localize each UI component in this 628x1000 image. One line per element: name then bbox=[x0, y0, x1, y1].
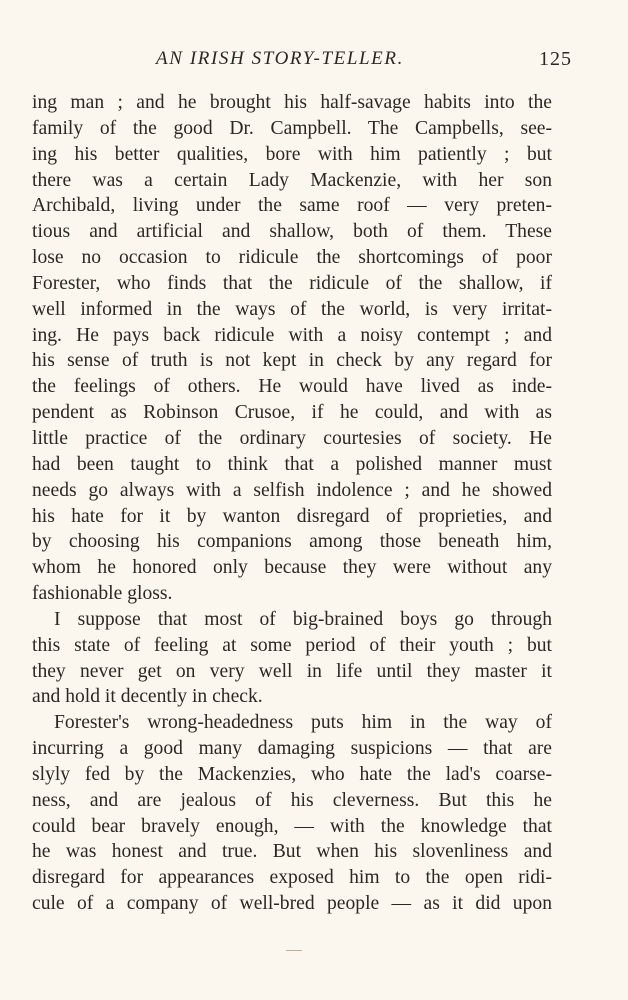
text-line: Forester's wrong-headedness puts him in the way of bbox=[54, 712, 552, 734]
text-line: they never get on very well in life until they master it bbox=[32, 660, 552, 682]
text-line: and hold it decently in check. bbox=[32, 686, 263, 708]
text-line: fashionable gloss. bbox=[32, 583, 173, 605]
text-line: by choosing his companions among those beneath him, bbox=[32, 531, 552, 553]
text-line: lose no occasion to ridicule the shortcomings of poor bbox=[32, 247, 552, 269]
page-number: 125 bbox=[539, 48, 572, 70]
text-line: ing man ; and he brought his half-savage habits into the bbox=[32, 92, 552, 113]
text-line: could bear bravely enough, — with the knowledge that bbox=[32, 815, 552, 837]
text-line: little practice of the ordinary courtesies of society. He bbox=[32, 427, 552, 449]
text-line: pendent as Robinson Crusoe, if he could, and with as bbox=[32, 402, 552, 424]
running-head bbox=[0, 48, 628, 76]
text-line: he was honest and true. But when his slovenliness and bbox=[32, 841, 552, 863]
text-line: disregard for appearances exposed him to the open ridi- bbox=[32, 867, 552, 889]
text-line: this state of feeling at some period of their youth ; but bbox=[32, 634, 552, 656]
running-title: AN IRISH STORY-TELLER. bbox=[156, 48, 404, 69]
text-line: his sense of truth is not kept in check by any regard for bbox=[32, 350, 552, 372]
text-line: tious and artificial and shallow, both of them. These bbox=[32, 221, 552, 243]
text-line: there was a certain Lady Mackenzie, with her son bbox=[32, 169, 552, 191]
text-line: his hate for it by wanton disregard of proprieties, and bbox=[32, 505, 552, 527]
footer-rule bbox=[286, 950, 302, 951]
text-line: I suppose that most of big-brained boys go through bbox=[54, 608, 552, 630]
text-line: slyly fed by the Mackenzies, who hate the lad's coarse- bbox=[32, 763, 552, 785]
text-line: well informed in the ways of the world, is very irritat- bbox=[32, 298, 552, 320]
text-line: Archibald, living under the same roof — very preten- bbox=[32, 195, 552, 217]
body-text bbox=[32, 90, 552, 917]
text-line: ing his better qualities, bore with him patiently ; but bbox=[32, 143, 552, 165]
text-line: family of the good Dr. Campbell. The Campbells, see- bbox=[32, 117, 552, 139]
text-line: had been taught to think that a polished manner must bbox=[32, 453, 552, 475]
text-line: ness, and are jealous of his cleverness. But this he bbox=[32, 789, 552, 811]
text-line: whom he honored only because they were without any bbox=[32, 557, 552, 579]
text-line: needs go always with a selfish indolence ; and he showed bbox=[32, 479, 552, 501]
text-line: ing. He pays back ridicule with a noisy contempt ; and bbox=[32, 324, 552, 346]
text-line: incurring a good many damaging suspicions — that are bbox=[32, 738, 552, 760]
text-line: the feelings of others. He would have lived as inde- bbox=[32, 376, 552, 398]
text-line: cule of a company of well-bred people — as it did upon bbox=[32, 893, 552, 915]
text-line: Forester, who finds that the ridicule of the shallow, if bbox=[32, 272, 552, 294]
